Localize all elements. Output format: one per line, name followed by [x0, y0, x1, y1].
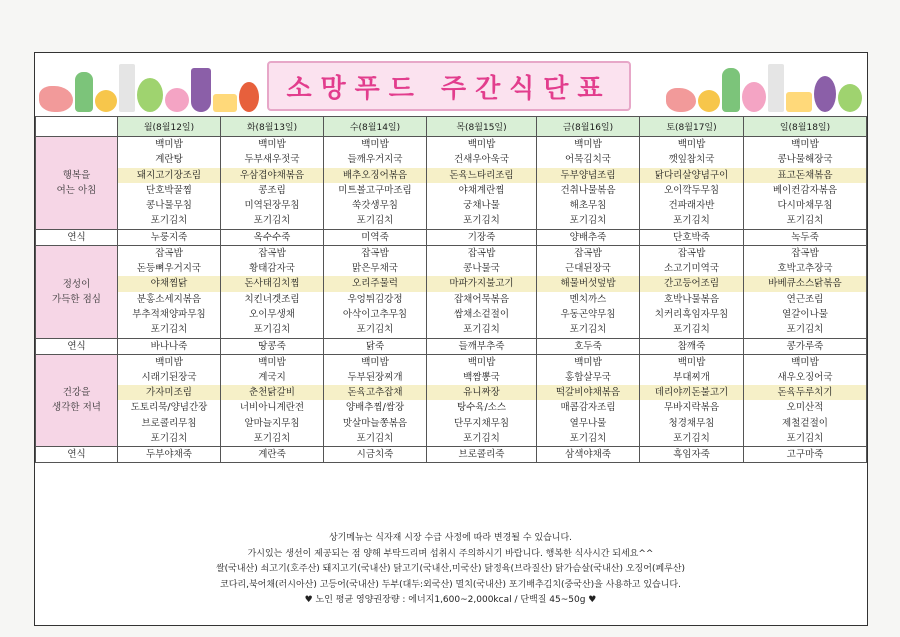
menu-item: 오리주물럭: [324, 276, 426, 291]
meal-label-line: 정성이: [62, 278, 91, 290]
menu-item: 바베큐소스닭볶음: [744, 276, 866, 291]
menu-item: 다시마채무침: [777, 200, 833, 212]
menu-item: 잡곡밥: [467, 247, 496, 259]
page-title: [267, 61, 631, 111]
meal-row: [36, 354, 867, 447]
day-header: 수(8월14일): [324, 117, 427, 137]
snack-item: 미역죽: [324, 229, 427, 245]
menu-item: 포기김치: [673, 324, 710, 336]
menu-item: 너비아니계란전: [239, 402, 305, 414]
menu-item: 백미밥: [467, 139, 496, 150]
menu-item: 포기김치: [569, 324, 607, 336]
corner-cell: [36, 117, 118, 137]
menu-item: 오이깍두무침: [663, 184, 720, 196]
snack-item: 들깨부추죽: [427, 338, 537, 354]
menu-item: 열무나물: [569, 417, 607, 429]
menu-item: 포기김치: [253, 215, 291, 227]
day-menu-cell: [118, 137, 221, 230]
meal-label-line: 생각한 저녁: [52, 402, 101, 414]
menu-item: 백미밥: [677, 356, 706, 368]
day-menu-cell: [640, 137, 744, 230]
menu-sheet: [34, 52, 868, 626]
menu-item: 잡곡밥: [574, 247, 602, 259]
snack-item: 콩가루죽: [744, 338, 867, 354]
menu-item: 포기김치: [356, 215, 394, 227]
menu-item: 떡갈비야채볶음: [537, 385, 639, 400]
snack-item: 단호박죽: [640, 229, 744, 245]
menu-item: 가자미조림: [118, 385, 220, 400]
menu-item: 새우오징어국: [777, 371, 833, 383]
day-menu-cell: [118, 354, 221, 447]
day-header-row: [36, 117, 867, 137]
menu-item: 소고기미역국: [663, 263, 720, 275]
menu-item: 치킨너겟조림: [244, 293, 300, 305]
menu-item: 브로콜리무침: [141, 417, 197, 429]
menu-item: 두부된장찌개: [347, 371, 403, 383]
day-header: 월(8월12일): [118, 117, 221, 137]
meal-label-line: 건강을: [62, 387, 91, 399]
menu-item: 백미밥: [574, 356, 602, 368]
note-line: 쌀(국내산) 쇠고기(호주산) 돼지고기(국내산) 닭고기(국내산,미국산) 닭정육(브라질산) 닭가슴살(국내산) 오징어(페루산): [215, 564, 686, 575]
note-line: 코다리,북어채(러시아산) 고등어(국내산) 두부(대두:외국산) 멸치(국내산) 포기배추김치(중국산)을 사용하고 있습니다.: [220, 579, 681, 590]
menu-item: 잡곡밥: [361, 247, 389, 259]
food-illustration-right: [636, 56, 862, 112]
day-menu-cell: [221, 137, 324, 230]
menu-item: 오미산적: [786, 402, 824, 414]
menu-item: 돈사태김치찜: [221, 276, 323, 291]
menu-item: 아삭이고추무침: [342, 308, 408, 320]
day-menu-cell: [427, 245, 537, 338]
menu-item: 부추적채양파무침: [132, 308, 206, 320]
menu-item: 백미밥: [155, 139, 183, 150]
menu-item: 멘치까스: [569, 293, 607, 305]
snack-label: 연식: [36, 447, 118, 463]
menu-item: 호박고추장국: [777, 263, 833, 275]
menu-item: 백미밥: [258, 356, 286, 368]
snack-item: 고구마죽: [744, 447, 867, 463]
day-menu-cell: [640, 245, 744, 338]
menu-item: 해초무침: [569, 200, 607, 212]
snack-item: 호두죽: [537, 338, 640, 354]
menu-item: 백미밥: [791, 139, 819, 150]
menu-item: 마파가지불고기: [427, 276, 536, 291]
menu-item: 돈육고추잡채: [324, 385, 426, 400]
menu-item: 간고등어조림: [640, 276, 743, 291]
note-line: 상기메뉴는 식자재 시장 수급 사정에 따라 변경될 수 있습니다.: [328, 533, 573, 543]
menu-item: 양배추찜/쌈장: [345, 402, 405, 414]
menu-item: 포기김치: [673, 215, 710, 227]
menu-item: 쌈채소겉절이: [453, 308, 510, 320]
menu-item: 표고돈채볶음: [744, 168, 866, 183]
menu-item: 두부새우젓국: [244, 154, 300, 166]
menu-item: 알마늘지무침: [244, 417, 300, 429]
banner: [35, 53, 866, 116]
menu-item: 포기김치: [786, 433, 824, 445]
snack-item: 기장죽: [427, 229, 537, 245]
menu-item: 건파래자반: [668, 200, 715, 212]
snack-row: [36, 229, 867, 245]
day-menu-cell: [324, 354, 427, 447]
snack-item: 양배추죽: [537, 229, 640, 245]
menu-item: 야채찜닭: [118, 276, 220, 291]
menu-item: 맛살마늘쫑볶음: [342, 417, 408, 429]
menu-item: 어묵김치국: [565, 154, 611, 166]
day-menu-cell: [324, 137, 427, 230]
menu-item: 백미밥: [574, 139, 602, 150]
menu-item: 근대된장국: [565, 263, 611, 275]
menu-item: 백미밥: [361, 139, 389, 150]
menu-body: [36, 137, 867, 463]
menu-item: 쑥갓생무침: [352, 200, 398, 212]
menu-item: 단호박꿀찜: [146, 184, 192, 196]
menu-item: 미트볼고구마조림: [338, 184, 412, 196]
day-menu-cell: [744, 137, 867, 230]
snack-label: 연식: [36, 338, 118, 354]
day-menu-cell: [427, 137, 537, 230]
snack-item: 계란죽: [221, 447, 324, 463]
day-menu-cell: [118, 245, 221, 338]
snack-item: 녹두죽: [744, 229, 867, 245]
day-menu-cell: [537, 137, 640, 230]
menu-item: 백짬뽕국: [463, 371, 500, 383]
weekly-menu-table: [35, 116, 867, 463]
day-menu-cell: [640, 354, 744, 447]
snack-label: 연식: [36, 229, 118, 245]
menu-item: 백미밥: [361, 356, 389, 368]
menu-item: 돈육두루치기: [744, 385, 866, 400]
menu-item: 시래기된장국: [141, 371, 197, 383]
menu-item: 청경채무침: [668, 417, 715, 429]
menu-item: 우삼겹야채볶음: [221, 168, 323, 183]
menu-item: 무바지락볶음: [663, 402, 720, 414]
snack-item: 닭죽: [324, 338, 427, 354]
day-menu-cell: [427, 354, 537, 447]
menu-item: 건새우아욱국: [453, 154, 510, 166]
day-menu-cell: [221, 354, 324, 447]
menu-item: 잡곡밥: [258, 247, 286, 259]
day-menu-cell: [744, 245, 867, 338]
menu-item: 베이컨감자볶음: [772, 184, 838, 196]
menu-item: 도토리묵/양념간장: [130, 402, 208, 414]
menu-item: 백미밥: [467, 356, 496, 368]
menu-item: 야채계란찜: [458, 184, 505, 196]
day-header: 토(8월17일): [640, 117, 744, 137]
menu-item: 오이무생채: [249, 308, 295, 320]
menu-item: 콩나물해장국: [777, 154, 833, 166]
meal-row: [36, 137, 867, 230]
day-header: 금(8월16일): [537, 117, 640, 137]
menu-item: 데리야끼돈불고기: [640, 385, 743, 400]
menu-item: 포기김치: [463, 215, 500, 227]
snack-item: 옥수수죽: [221, 229, 324, 245]
menu-item: 포기김치: [150, 324, 188, 336]
menu-item: 백미밥: [258, 139, 286, 150]
menu-item: 포기김치: [569, 215, 607, 227]
menu-item: 잡곡밥: [155, 247, 183, 259]
page-title-text: 소망푸드 주간식단표: [286, 73, 612, 104]
menu-item: 연근조림: [786, 293, 824, 305]
meal-label: [36, 245, 118, 338]
menu-item: 잡곡밥: [677, 247, 706, 259]
menu-item: 해물버섯덮밥: [537, 276, 639, 291]
menu-item: 백미밥: [677, 139, 706, 150]
menu-item: 콩나물무침: [146, 200, 192, 212]
menu-item: 깻잎참치국: [668, 154, 715, 166]
menu-item: 포기김치: [463, 324, 500, 336]
menu-item: 포기김치: [253, 433, 291, 445]
snack-item: 두부야채죽: [118, 447, 221, 463]
menu-item: 포기김치: [356, 433, 394, 445]
menu-item: 배추오징어볶음: [324, 168, 426, 183]
day-header: 일(8월18일): [744, 117, 867, 137]
menu-item: 포기김치: [463, 433, 500, 445]
snack-item: 누룽지죽: [118, 229, 221, 245]
meal-label-line: 가득한 점심: [52, 293, 101, 305]
meal-label: [36, 354, 118, 447]
menu-item: 닭다리살양념구이: [640, 168, 743, 183]
day-menu-cell: [221, 245, 324, 338]
snack-item: 바나나죽: [118, 338, 221, 354]
snack-item: 브로콜리죽: [427, 447, 537, 463]
menu-item: 춘천닭갈비: [221, 385, 323, 400]
snack-row: [36, 447, 867, 463]
menu-item: 치커리흑임자무침: [654, 308, 729, 320]
meal-label: [36, 137, 118, 230]
menu-item: 우엉튀김강정: [347, 293, 403, 305]
snack-row: [36, 338, 867, 354]
meal-row: [36, 245, 867, 338]
snack-item: 삼색야채죽: [537, 447, 640, 463]
menu-item: 포기김치: [253, 324, 291, 336]
menu-item: 두부양념조림: [537, 168, 639, 183]
menu-item: 홍합살무국: [565, 371, 611, 383]
meal-label-line: 행복을: [62, 169, 91, 181]
day-menu-cell: [324, 245, 427, 338]
day-menu-cell: [537, 245, 640, 338]
menu-item: 매콤감자조림: [560, 402, 616, 414]
day-header: 화(8월13일): [221, 117, 324, 137]
note-line: 가시있는 생선이 제공되는 점 양해 부탁드리며 섭취시 주의하시기 바랍니다. 행복한 식사시간 되세요^^: [247, 548, 654, 559]
menu-item: 포기김치: [673, 433, 710, 445]
menu-item: 열갈이나물: [782, 308, 828, 320]
menu-item: 분홍소세지볶음: [136, 293, 202, 305]
menu-item: 유니짜장: [427, 385, 536, 400]
snack-item: 땅콩죽: [221, 338, 324, 354]
day-menu-cell: [537, 354, 640, 447]
snack-item: 참깨죽: [640, 338, 744, 354]
menu-item: 포기김치: [150, 433, 188, 445]
menu-item: 건취나물볶음: [560, 184, 616, 196]
menu-item: 포기김치: [786, 215, 824, 227]
day-menu-cell: [744, 354, 867, 447]
menu-item: 돼지고기장조림: [118, 168, 220, 183]
note-line: ♥ 노인 평균 영양권장량 : 에너지1,600~2,000kcal / 단백질 45~50g ♥: [304, 595, 597, 606]
menu-item: 제철겉절이: [782, 417, 828, 429]
menu-item: 맑은무채국: [352, 263, 398, 275]
menu-item: 돈등뼈우거지국: [136, 263, 202, 275]
menu-item: 포기김치: [356, 324, 394, 336]
menu-item: 궁채나물: [463, 200, 500, 212]
day-header: 목(8월15일): [427, 117, 537, 137]
menu-item: 콩나물국: [463, 263, 500, 275]
menu-item: 잡채어묵볶음: [453, 293, 510, 305]
menu-item: 콩조림: [258, 184, 286, 196]
menu-item: 백미밥: [791, 356, 819, 368]
menu-item: 미역된장무침: [244, 200, 300, 212]
menu-item: 계란탕: [155, 154, 183, 166]
menu-item: 부대찌개: [673, 371, 710, 383]
menu-item: 포기김치: [786, 324, 824, 336]
menu-item: 단무지채무침: [453, 417, 510, 429]
menu-item: 호박나물볶음: [663, 293, 720, 305]
menu-item: 계국지: [258, 371, 286, 383]
snack-item: 시금치죽: [324, 447, 427, 463]
menu-item: 포기김치: [569, 433, 607, 445]
meal-label-line: 여는 아침: [56, 184, 97, 196]
menu-item: 탕수육/소스: [456, 402, 507, 414]
snack-item: 흑임자죽: [640, 447, 744, 463]
menu-item: 들깨우거지국: [347, 154, 403, 166]
menu-item: 우동곤약무침: [560, 308, 616, 320]
food-illustration-left: [39, 56, 265, 112]
menu-item: 황태감자국: [249, 263, 295, 275]
menu-item: 잡곡밥: [791, 247, 819, 259]
menu-item: 포기김치: [150, 215, 188, 227]
notes-section: [35, 531, 866, 609]
menu-item: 돈육느타리조림: [427, 168, 536, 183]
menu-item: 백미밥: [155, 356, 183, 368]
